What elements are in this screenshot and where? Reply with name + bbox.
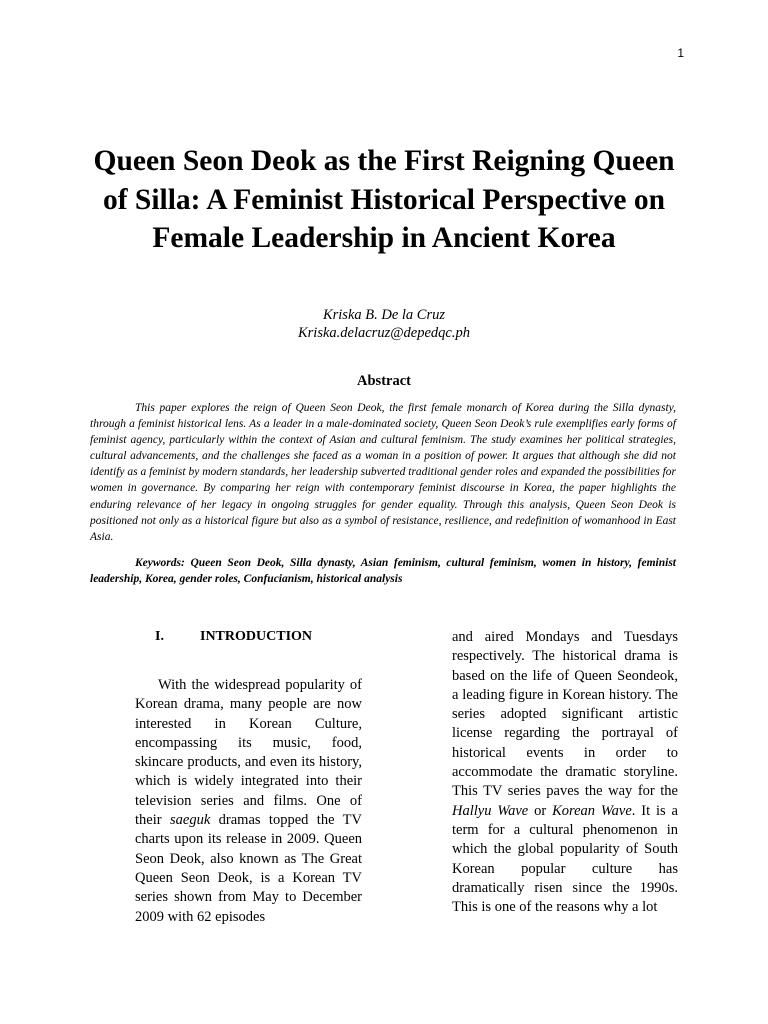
- section-title: INTRODUCTION: [200, 629, 313, 644]
- author-email: Kriska.delacruz@depedqc.ph: [297, 325, 470, 341]
- section-number: I.: [155, 629, 164, 644]
- intro-text: and aired Mondays and Tuesdays respectively. The historical drama is based on the life of Queen Seondeok, a leading figure in Korean history. The series adopted significant artistic license regarding the portrayal of historical events in order to accommodate the dramatic storyline. This TV series paves the way for the: [452, 629, 678, 800]
- intro-text: With the widespread popularity of Korean drama, many people are now interested in Korean Culture, encompassing its music, food, skincare products, and even its history, which is widely integrated into their television series and films. One of their: [135, 677, 362, 829]
- intro-text: dramas topped the TV charts upon its release in 2009. Queen Seon Deok, also known as The Great Queen Seon Deok, is a Korean TV series shown from May to December 2009 with 62 episodes: [135, 812, 362, 925]
- intro-left-column: [135, 676, 362, 927]
- emphasis-term: saeguk: [169, 812, 211, 829]
- intro-text: or: [528, 802, 553, 819]
- intro-text: . It is a term for a cultural phenomenon in which the global popularity of South Korean popular culture has dramatically risen since the 1990s. This is one of the reasons why a lot: [452, 802, 678, 916]
- paper-title: Queen Seon Deok as the First Reigning Queen of Silla: A Feminist Historical Perspective on Female Leadership in Ancient Korea: [93, 145, 675, 254]
- page-number: 1: [677, 46, 684, 60]
- emphasis-term: Hallyu Wave: [452, 802, 529, 819]
- abstract-body: This paper explores the reign of Queen Seon Deok, the first female monarch of Korea during the Silla dynasty, through a feminist historical lens. As a leader in a male-dominated society, Queen Seon Deok’s rule exemplifies early forms of feminist agency, particularly within the context of Asian and cultural feminism. The study examines her political strategies, cultural advancements, and the challenges she faced as a woman in a position of power. It argues that although she did not identify as a feminist by modern standards, her leadership subverted traditional gender roles and expanded the possibilities for women in governance. By comparing her reign with contemporary feminist discourse in Korea, the paper highlights the enduring relevance of her legacy in ongoing struggles for gender equality. Through this analysis, Queen Seon Deok is positioned not only as a historical figure but also as a symbol of resistance, resilience, and redefinition of womanhood in East Asia.: [90, 402, 676, 543]
- emphasis-term: Korean Wave: [552, 802, 632, 819]
- intro-right-column: [452, 628, 678, 917]
- abstract-heading: Abstract: [357, 373, 411, 389]
- author-name: Kriska B. De la Cruz: [322, 307, 446, 323]
- keywords: Keywords: Queen Seon Deok, Silla dynasty, Asian feminism, cultural feminism, women in history, feminist leadership, Korea, gender roles, Confucianism, historical analysis: [90, 557, 676, 586]
